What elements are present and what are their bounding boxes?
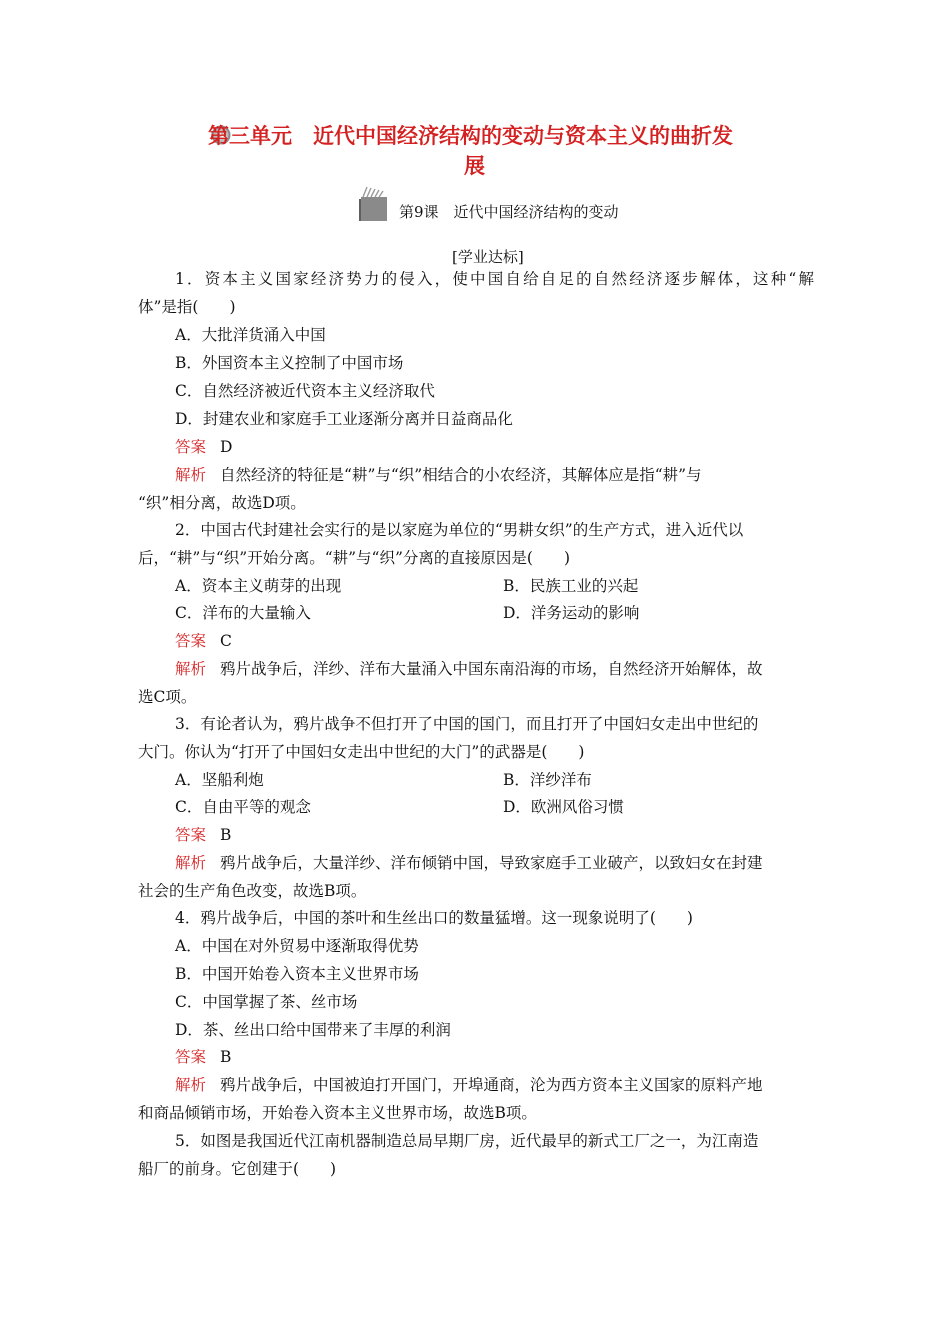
unit-title-line1: 第三单元 近代中国经济结构的变动与资本主义的曲折发 [208,124,733,148]
q1-option-d: D．封建农业和家庭手工业逐渐分离并日益商品化 [175,410,513,428]
q2-option-d: D．洋务运动的影响 [503,604,640,622]
q3-analysis-text: 鸦片战争后，大量洋纱、洋布倾销中国，导致家庭手工业破产，以致妇女在封建 [220,854,763,872]
q3-stem-line2: 大门。你认为“打开了中国妇女走出中世纪的大门”的武器是( ) [138,743,585,761]
lesson-title: 第9课 近代中国经济结构的变动 [399,203,619,221]
q2-option-b: B．民族工业的兴起 [503,577,639,595]
answer-label: 答案 [175,826,207,844]
q2-answer-value: C [220,632,232,650]
q4-analysis-line2: 和商品倾销市场，开始卷入资本主义世界市场，故选B项。 [138,1104,537,1122]
q1-stem-line1: 1．资本主义国家经济势力的侵入，使中国自给自足的自然经济逐步解体，这种“解 [175,270,814,288]
q3-option-d: D．欧洲风俗习惯 [503,798,624,816]
analysis-label: 解析 [175,854,207,872]
answer-label: 答案 [175,632,207,650]
q4-answer-value: B [220,1048,232,1066]
q1-option-a: A．大批洋货涌入中国 [175,326,326,344]
q1-analysis-line1 [175,465,814,485]
section-label: [学业达标] [452,248,524,266]
q3-option-b: B．洋纱洋布 [503,771,592,789]
q3-analysis-line1 [175,853,763,873]
q1-answer [175,437,232,457]
q4-option-d: D．茶、丝出口给中国带来了丰厚的利润 [175,1021,451,1039]
q4-stem-line1: 4．鸦片战争后，中国的茶叶和生丝出口的数量猛增。这一现象说明了( ) [175,909,693,927]
q1-stem-line2: 体”是指( ) [138,298,236,316]
q1-answer-value: D [220,438,233,456]
analysis-label: 解析 [175,1076,207,1094]
q4-option-b: B．中国开始卷入资本主义世界市场 [175,965,419,983]
q2-analysis-line2: 选C项。 [138,688,197,706]
q3-stem-line1: 3．有论者认为，鸦片战争不但打开了中国的国门，而且打开了中国妇女走出中世纪的 [175,715,759,733]
book-icon [357,185,389,221]
q4-analysis-line1 [175,1075,763,1095]
q1-option-c: C．自然经济被近代资本主义经济取代 [175,382,435,400]
analysis-label: 解析 [175,466,207,484]
q3-analysis-line2: 社会的生产角色改变，故选B项。 [138,882,367,900]
q5-stem-line1: 5．如图是我国近代江南机器制造总局早期厂房，近代最早的新式工厂之一，为江南造 [175,1132,759,1150]
q2-stem-line1: 2．中国古代封建社会实行的是以家庭为单位的“男耕女织”的生产方式，进入近代以 [175,521,744,539]
q3-option-c: C．自由平等的观念 [175,798,311,816]
q1-analysis-line2: “织”相分离，故选D项。 [138,494,306,512]
q2-option-c: C．洋布的大量输入 [175,604,311,622]
unit-title-line2: 展 [464,154,485,178]
q4-answer [175,1047,231,1067]
answer-label: 答案 [175,1048,207,1066]
analysis-label: 解析 [175,660,207,678]
q1-option-b: B．外国资本主义控制了中国市场 [175,354,404,372]
q3-answer-value: B [220,826,232,844]
q2-answer [175,631,232,651]
q4-analysis-text: 鸦片战争后，中国被迫打开国门，开埠通商，沦为西方资本主义国家的原料产地 [220,1076,763,1094]
q2-option-a: A．资本主义萌芽的出现 [175,577,342,595]
q3-answer [175,825,231,845]
q4-option-c: C．中国掌握了茶、丝市场 [175,993,358,1011]
q1-analysis-text: 自然经济的特征是“耕”与“织”相结合的小农经济，其解体应是指“耕”与 [220,466,702,484]
q2-analysis-line1 [175,659,763,679]
q4-option-a: A．中国在对外贸易中逐渐取得优势 [175,937,419,955]
q3-option-a: A．坚船利炮 [175,771,264,789]
q2-analysis-text: 鸦片战争后，洋纱、洋布大量涌入中国东南沿海的市场，自然经济开始解体，故 [220,660,763,678]
answer-label: 答案 [175,438,207,456]
q2-stem-line2: 后，“耕”与“织”开始分离。“耕”与“织”分离的直接原因是( ) [138,549,570,567]
q5-stem-line2: 船厂的前身。它创建于( ) [138,1160,337,1178]
